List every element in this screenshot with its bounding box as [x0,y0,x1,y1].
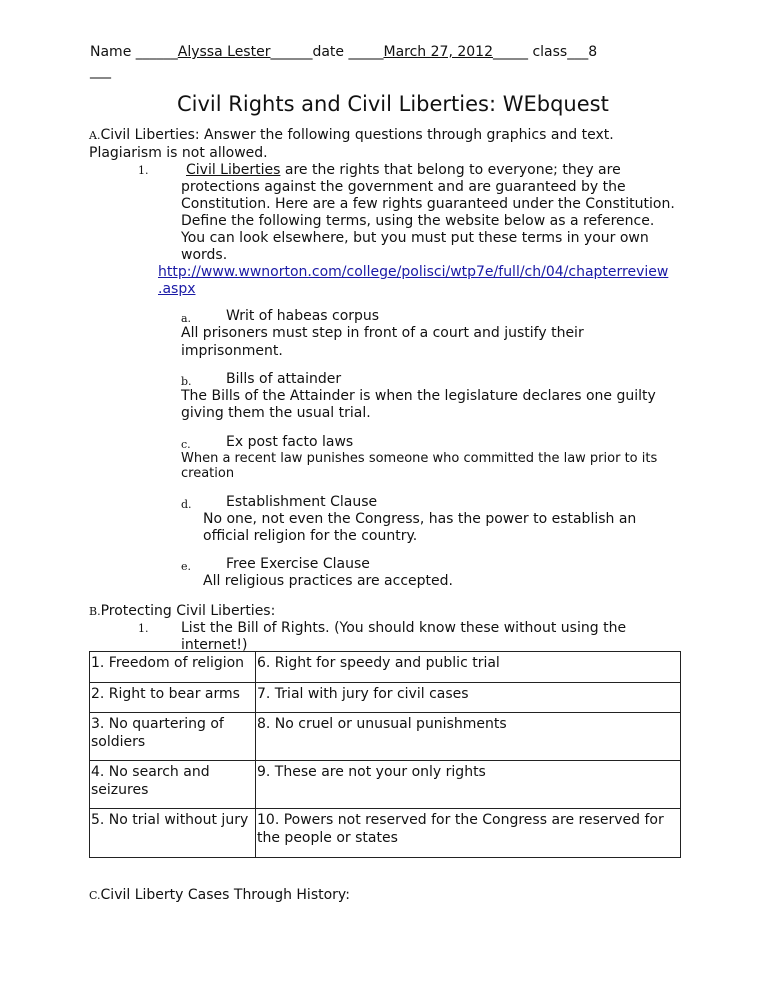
item-a1-line6: words. [181,247,228,263]
section-b-marker: B. [89,605,101,618]
name-blank-pre: ______ [135,44,178,60]
bill-of-rights-table [89,651,681,858]
term-d-definition-line1: No one, not even the Congress, has the power to establish an [203,511,637,527]
section-b-title: Protecting Civil Liberties: [100,603,276,619]
page-title: Civil Rights and Civil Liberties: WEbquest [177,92,609,116]
name-value: Alyssa Lester [177,44,271,60]
item-a1-line1 [186,162,621,178]
item-a1-marker: 1. [138,164,149,177]
header-line [90,44,597,60]
table-row [90,809,681,858]
table-cell: 1. Freedom of religion [90,652,256,683]
item-b1-line1: List the Bill of Rights. (You should know these without using the [181,620,627,636]
table-cell: 10. Powers not reserved for the Congress are reserved for the people or states [256,809,681,858]
section-a-intro-line1: Civil Liberties: Answer the following questions through graphics and text. [100,127,614,143]
term-d-definition-line2: official religion for the country. [203,528,418,544]
term-e-title: Free Exercise Clause [226,556,370,572]
term-c-definition-line2: creation [181,466,235,481]
name-label: Name [90,44,132,60]
term-e-marker: e. [181,560,192,573]
reference-link-cont[interactable]: .aspx [158,281,196,297]
section-b-heading [89,603,275,619]
term-b-definition-line2: giving them the usual trial. [181,405,371,421]
class-label: class [532,44,568,60]
term-e-definition-line1: All religious practices are accepted. [203,573,453,589]
table-row [90,713,681,761]
reference-link[interactable]: http://www.wwnorton.com/college/polisci/wtp7e/full/ch/04/chapterreview [158,264,669,280]
section-a-intro-line2: Plagiarism is not allowed. [89,145,268,161]
date-blank-pre: _____ [348,44,384,60]
item-a1-line5: You can look elsewhere, but you must put these terms in your own [181,230,649,246]
term-d-title: Establishment Clause [226,494,378,510]
table-cell: 6. Right for speedy and public trial [256,652,681,683]
term-b-title: Bills of attainder [226,371,342,387]
item-a1-line3: Constitution. Here are a few rights guaranteed under the Constitution. [181,196,675,212]
term-b-definition-line1: The Bills of the Attainder is when the legislature declares one guilty [181,388,656,404]
table-row [90,683,681,713]
table-row [90,652,681,683]
table-cell: 7. Trial with jury for civil cases [256,683,681,713]
section-a-intro [89,127,614,143]
section-a-marker: A. [89,129,101,142]
term-b-marker: b. [181,375,192,388]
section-c-marker: C. [89,889,101,902]
term-a-definition-line2: imprisonment. [181,343,283,359]
term-c-marker: c. [181,438,191,451]
name-blank-post: ______ [270,44,313,60]
table-cell: 5. No trial without jury [90,809,256,858]
table-cell: 3. No quartering of soldiers [90,713,256,761]
item-a1-line2: protections against the government and are guaranteed by the [181,179,626,195]
item-b1-marker: 1. [138,622,149,635]
term-c-title: Ex post facto laws [226,434,354,450]
term-a-title: Writ of habeas corpus [226,308,380,324]
item-b1-line2: internet!) [181,637,248,653]
term-a-definition-line1: All prisoners must step in front of a court and justify their [181,325,584,341]
item-a1-line1-rest: are the rights that belong to everyone; they are [280,162,621,178]
date-value: March 27, 2012 [383,44,493,60]
term-a-marker: a. [181,312,192,325]
section-c-title: Civil Liberty Cases Through History: [100,887,350,903]
civil-liberties-term: Civil Liberties [186,162,281,178]
header-line-2: ___ [90,63,111,79]
table-cell: 9. These are not your only rights [256,761,681,809]
section-c-heading [89,887,350,903]
class-value: 8 [588,44,598,60]
term-d-marker: d. [181,498,192,511]
term-c-definition-line1: When a recent law punishes someone who committed the law prior to its [181,451,658,466]
date-blank-post: _____ [492,44,528,60]
date-label: date [312,44,345,60]
table-cell: 8. No cruel or unusual punishments [256,713,681,761]
item-a1-line4: Define the following terms, using the website below as a reference. [181,213,655,229]
table-row [90,761,681,809]
class-blank: ___ [567,44,589,60]
table-cell: 4. No search and seizures [90,761,256,809]
table-cell: 2. Right to bear arms [90,683,256,713]
